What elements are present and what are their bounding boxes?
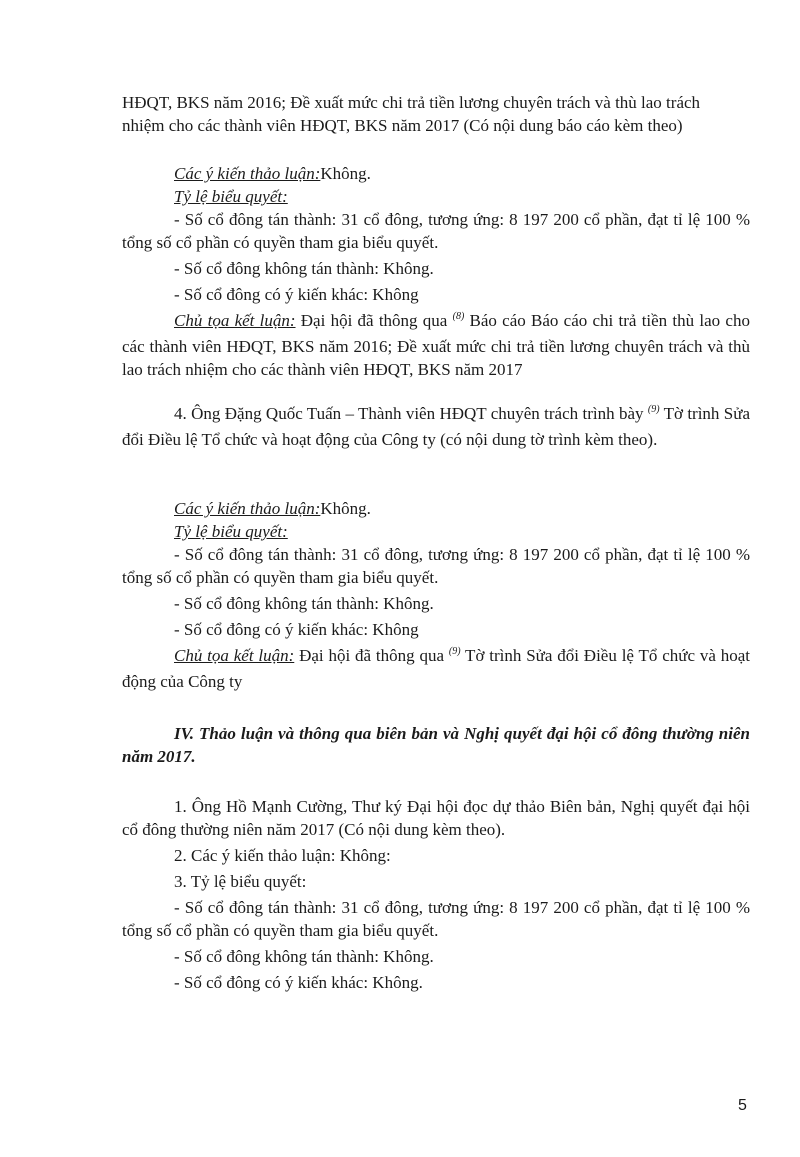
disapprove-line: - Số cổ đông không tán thành: Không. [174,947,434,966]
other-line: - Số cổ đông có ý kiến khác: Không [174,285,419,304]
discussion-label: Các ý kiến thảo luận: [174,164,321,183]
conclusion-paragraph: Chủ tọa kết luận: Đại hội đã thông qua $^{(8)}$ Báo cáo Báo cáo chi trả tiền thù lao cho các thành viên HĐQT, BKS năm 2016; Đề xuất mức chi trả tiền lương chuyên trách và thù lao trách nhiệm cho các thành viên HĐQT, BKS năm 2017 [122,311,750,379]
section-iv-item-2: 2. Các ý kiến thảo luận: Không: [174,846,391,865]
vote-ratio-label: Tỷ lệ biểu quyết: [174,187,288,206]
discussion-value: Không. [320,164,371,183]
conclusion-label: Chủ tọa kết luận: [174,311,296,330]
discussion-line [122,497,750,520]
approve-line: - Số cổ đông tán thành: 31 cổ đông, tương ứng: 8 197 200 cổ phần, đạt tỉ lệ 100 % tổng số cổ phần có quyền tham gia biểu quyết. [122,210,750,252]
section-iv-block [122,722,750,994]
other-line: - Số cổ đông có ý kiến khác: Không [174,620,419,639]
discussion-label: Các ý kiến thảo luận: [174,499,321,518]
disapprove-line: - Số cổ đông không tán thành: Không. [174,594,434,613]
vote-block-2 [122,497,750,693]
footnote-ref: (9) [448,646,461,657]
section-heading: IV. Thảo luận và thông qua biên bản và Nghị quyết đại hội cổ đông thường niên năm 2017. [122,724,750,766]
discussion-value: Không. [320,499,371,518]
other-line: - Số cổ đông có ý kiến khác: Không. [174,973,423,992]
disapprove-line: - Số cổ đông không tán thành: Không. [174,259,434,278]
continuation-line-1: HĐQT, BKS năm 2016; Đề xuất mức chi trả tiền lương chuyên trách và thù lao trách [122,93,701,112]
continuation-block [122,91,750,137]
continuation-line-2: nhiệm cho các thành viên HĐQT, BKS năm 2017 (Có nội dung báo cáo kèm theo) [122,116,683,135]
footnote-ref: (9) [647,404,660,415]
item-4-block [122,402,750,451]
footnote-ref: (8) [452,311,465,322]
section-iv-item-1: 1. Ông Hồ Mạnh Cường, Thư ký Đại hội đọc dự thảo Biên bản, Nghị quyết đại hội cổ đông thường niên năm 2017 (Có nội dung kèm theo). [122,797,750,839]
vote-ratio-label: Tỷ lệ biểu quyết: [174,522,288,541]
approve-line: - Số cổ đông tán thành: 31 cổ đông, tương ứng: 8 197 200 cổ phần, đạt tỉ lệ 100 % tổng số cổ phần có quyền tham gia biểu quyết. [122,898,750,940]
conclusion-paragraph: Chủ tọa kết luận: Đại hội đã thông qua $^{(9)}$ Tờ trình Sửa đổi Điều lệ Tổ chức và hoạt động của Công ty [122,646,750,691]
section-iv-item-3: 3. Tỷ lệ biểu quyết: [174,872,307,891]
vote-block-1 [122,162,750,381]
item-4-paragraph: 4. Ông Đặng Quốc Tuấn – Thành viên HĐQT chuyên trách trình bày $^{(9)}$ Tờ trình Sửa đổi Điều lệ Tổ chức và hoạt động của Công ty (có nội dung tờ trình kèm theo). [122,404,751,449]
conclusion-label: Chủ tọa kết luận: [174,646,295,665]
approve-line: - Số cổ đông tán thành: 31 cổ đông, tương ứng: 8 197 200 cổ phần, đạt tỉ lệ 100 % tổng số cổ phần có quyền tham gia biểu quyết. [122,545,750,587]
discussion-line [122,162,750,185]
page-number: 5 [738,1097,747,1114]
